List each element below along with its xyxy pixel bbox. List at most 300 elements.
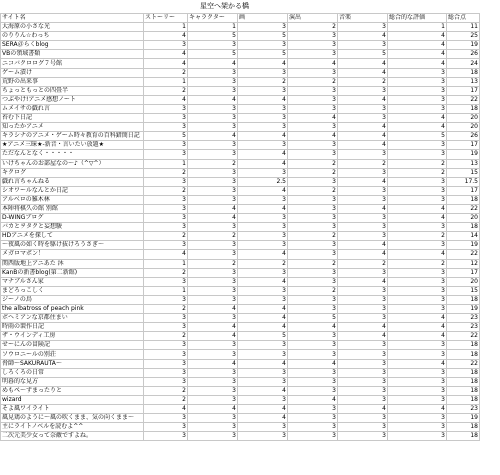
- score-cell[interactable]: 3: [338, 104, 388, 113]
- site-name-cell[interactable]: ★アニメ三昧★-新音・言いたい放題★: [1, 141, 144, 150]
- site-name-cell[interactable]: アルベロの雑木林: [1, 195, 144, 204]
- score-cell[interactable]: 3: [238, 350, 288, 359]
- score-cell[interactable]: 2: [144, 395, 188, 404]
- site-name-cell[interactable]: のりりん☆わっち: [1, 32, 144, 41]
- score-cell[interactable]: 2.5: [238, 177, 288, 186]
- score-cell[interactable]: 3: [388, 341, 447, 350]
- score-cell[interactable]: 3: [338, 414, 388, 423]
- score-cell[interactable]: 26: [447, 50, 480, 59]
- score-cell[interactable]: 17.5: [447, 177, 480, 186]
- site-name-cell[interactable]: キクログ: [1, 168, 144, 177]
- score-cell[interactable]: 4: [238, 95, 288, 104]
- score-cell[interactable]: 4: [388, 405, 447, 414]
- score-cell[interactable]: 3: [188, 141, 238, 150]
- score-cell[interactable]: 3: [338, 268, 388, 277]
- score-cell[interactable]: 18: [447, 423, 480, 432]
- score-cell[interactable]: 3: [144, 432, 188, 441]
- score-cell[interactable]: 11: [447, 23, 480, 32]
- score-cell[interactable]: 4: [388, 359, 447, 368]
- score-cell[interactable]: 3: [388, 395, 447, 404]
- score-cell[interactable]: 18: [447, 368, 480, 377]
- site-name-cell[interactable]: マナブルさん家: [1, 277, 144, 286]
- score-cell[interactable]: 5: [238, 32, 288, 41]
- score-cell[interactable]: 3: [388, 268, 447, 277]
- score-cell[interactable]: 3: [144, 195, 188, 204]
- site-name-cell[interactable]: ～夜風の如く時を駆け抜けろうさぎ～: [1, 241, 144, 250]
- score-cell[interactable]: 4: [238, 59, 288, 68]
- score-cell[interactable]: 3: [388, 368, 447, 377]
- score-cell[interactable]: 4: [238, 204, 288, 213]
- score-cell[interactable]: 3: [288, 250, 338, 259]
- score-cell[interactable]: 2: [338, 159, 388, 168]
- score-cell[interactable]: 4: [388, 50, 447, 59]
- score-cell[interactable]: 20: [447, 277, 480, 286]
- score-cell[interactable]: 4: [338, 204, 388, 213]
- site-name-cell[interactable]: ゲーム漬け: [1, 68, 144, 77]
- score-cell[interactable]: 22: [447, 204, 480, 213]
- score-cell[interactable]: 3: [144, 214, 188, 223]
- score-cell[interactable]: 3: [238, 86, 288, 95]
- score-cell[interactable]: 3: [188, 350, 238, 359]
- score-cell[interactable]: 3: [238, 223, 288, 232]
- score-cell[interactable]: 5: [144, 132, 188, 141]
- score-cell[interactable]: 3: [288, 204, 338, 213]
- score-cell[interactable]: 3: [388, 295, 447, 304]
- site-name-cell[interactable]: HDアニメを探して: [1, 232, 144, 241]
- score-cell[interactable]: 4: [238, 386, 288, 395]
- score-cell[interactable]: 3: [144, 341, 188, 350]
- score-cell[interactable]: 3: [188, 268, 238, 277]
- score-cell[interactable]: 4: [238, 314, 288, 323]
- score-cell[interactable]: 4: [288, 132, 338, 141]
- score-cell[interactable]: 3: [338, 86, 388, 95]
- score-cell[interactable]: 3: [338, 195, 388, 204]
- site-name-cell[interactable]: しろくろの日常: [1, 368, 144, 377]
- score-cell[interactable]: 3: [388, 177, 447, 186]
- score-cell[interactable]: 3: [238, 268, 288, 277]
- site-name-cell[interactable]: SERA＠らくblog: [1, 41, 144, 50]
- score-cell[interactable]: 3: [238, 295, 288, 304]
- score-cell[interactable]: 3: [388, 377, 447, 386]
- score-cell[interactable]: 1: [388, 23, 447, 32]
- score-cell[interactable]: 4: [188, 95, 238, 104]
- score-cell[interactable]: 3: [338, 214, 388, 223]
- score-cell[interactable]: 3: [388, 414, 447, 423]
- score-cell[interactable]: 2: [288, 232, 338, 241]
- score-cell[interactable]: 3: [238, 241, 288, 250]
- score-cell[interactable]: 3: [338, 168, 388, 177]
- score-cell[interactable]: 3: [288, 177, 338, 186]
- score-cell[interactable]: 2: [144, 332, 188, 341]
- score-cell[interactable]: 3: [144, 123, 188, 132]
- score-cell[interactable]: 3: [338, 386, 388, 395]
- score-cell[interactable]: 3: [188, 377, 238, 386]
- site-name-cell[interactable]: めもぺ～ずまったりと: [1, 386, 144, 395]
- score-cell[interactable]: 18: [447, 195, 480, 204]
- score-cell[interactable]: 5: [388, 132, 447, 141]
- score-cell[interactable]: 4: [188, 359, 238, 368]
- site-name-cell[interactable]: 荒野の出来事: [1, 77, 144, 86]
- score-cell[interactable]: 4: [238, 323, 288, 332]
- score-cell[interactable]: 4: [288, 114, 338, 123]
- column-header[interactable]: ストーリー: [144, 14, 188, 23]
- score-cell[interactable]: 2: [388, 168, 447, 177]
- score-cell[interactable]: 2: [288, 186, 338, 195]
- score-cell[interactable]: 2: [144, 268, 188, 277]
- score-cell[interactable]: 3: [144, 104, 188, 113]
- score-cell[interactable]: 3: [388, 305, 447, 314]
- site-name-cell[interactable]: ムメイサの戯れ言: [1, 104, 144, 113]
- score-cell[interactable]: 3: [188, 195, 238, 204]
- score-cell[interactable]: 17: [447, 141, 480, 150]
- score-cell[interactable]: 3: [288, 414, 338, 423]
- score-cell[interactable]: 3: [188, 77, 238, 86]
- score-cell[interactable]: 5: [238, 50, 288, 59]
- site-name-cell[interactable]: ジーノの鳥: [1, 295, 144, 304]
- score-cell[interactable]: 3: [338, 350, 388, 359]
- score-cell[interactable]: 3: [144, 350, 188, 359]
- score-cell[interactable]: 14: [447, 232, 480, 241]
- score-cell[interactable]: 3: [388, 86, 447, 95]
- score-cell[interactable]: 3: [144, 277, 188, 286]
- site-name-cell[interactable]: 大海原の小さな光: [1, 23, 144, 32]
- score-cell[interactable]: 4: [338, 32, 388, 41]
- score-cell[interactable]: 3: [188, 250, 238, 259]
- score-cell[interactable]: 3: [188, 368, 238, 377]
- score-cell[interactable]: 3: [338, 305, 388, 314]
- score-cell[interactable]: 3: [288, 223, 338, 232]
- score-cell[interactable]: 3: [338, 377, 388, 386]
- score-cell[interactable]: 3: [144, 41, 188, 50]
- score-cell[interactable]: 3: [188, 277, 238, 286]
- score-cell[interactable]: 3: [188, 104, 238, 113]
- score-cell[interactable]: 1: [144, 77, 188, 86]
- score-cell[interactable]: 3: [338, 23, 388, 32]
- score-cell[interactable]: 23: [447, 314, 480, 323]
- score-cell[interactable]: 3: [388, 277, 447, 286]
- score-cell[interactable]: 22: [447, 250, 480, 259]
- score-cell[interactable]: 3: [288, 95, 338, 104]
- score-cell[interactable]: 4: [238, 186, 288, 195]
- score-cell[interactable]: 4: [388, 59, 447, 68]
- score-cell[interactable]: 3: [338, 186, 388, 195]
- site-name-cell[interactable]: VBの領域書類: [1, 50, 144, 59]
- score-cell[interactable]: 3: [288, 423, 338, 432]
- score-cell[interactable]: 3: [188, 168, 238, 177]
- score-cell[interactable]: 3: [144, 414, 188, 423]
- site-name-cell[interactable]: 脅師～SAKURAUTA～: [1, 359, 144, 368]
- site-name-cell[interactable]: ニコバクロログ７号館: [1, 59, 144, 68]
- score-cell[interactable]: 2: [288, 23, 338, 32]
- score-cell[interactable]: 3: [238, 368, 288, 377]
- score-cell[interactable]: 3: [388, 104, 447, 113]
- site-name-cell[interactable]: まどろっこしく: [1, 286, 144, 295]
- score-cell[interactable]: 3: [238, 123, 288, 132]
- column-header[interactable]: キャラクター: [188, 14, 238, 23]
- score-cell[interactable]: 2: [288, 159, 338, 168]
- site-name-cell[interactable]: いけちゃんのお部屋なの～♪（^▽^）: [1, 159, 144, 168]
- site-name-cell[interactable]: 主にライトノベルを読むよ^^: [1, 423, 144, 432]
- score-cell[interactable]: 3: [338, 295, 388, 304]
- score-cell[interactable]: 3: [238, 286, 288, 295]
- score-cell[interactable]: 15: [447, 286, 480, 295]
- score-cell[interactable]: 4: [238, 132, 288, 141]
- site-name-cell[interactable]: シオワールなんとか日記: [1, 186, 144, 195]
- score-cell[interactable]: 4: [338, 241, 388, 250]
- score-cell[interactable]: 4: [238, 277, 288, 286]
- score-cell[interactable]: 4: [188, 59, 238, 68]
- score-cell[interactable]: 4: [188, 323, 238, 332]
- score-cell[interactable]: 4: [288, 59, 338, 68]
- score-cell[interactable]: 13: [447, 77, 480, 86]
- score-cell[interactable]: 4: [238, 405, 288, 414]
- score-cell[interactable]: 3: [188, 114, 238, 123]
- score-cell[interactable]: 4: [288, 395, 338, 404]
- score-cell[interactable]: 3: [144, 114, 188, 123]
- score-cell[interactable]: 12: [447, 259, 480, 268]
- score-cell[interactable]: 3: [288, 241, 338, 250]
- score-cell[interactable]: 3: [388, 95, 447, 104]
- score-cell[interactable]: 4: [238, 250, 288, 259]
- score-cell[interactable]: 3: [238, 114, 288, 123]
- score-cell[interactable]: 3: [188, 386, 238, 395]
- score-cell[interactable]: 3: [388, 195, 447, 204]
- score-cell[interactable]: 3: [238, 395, 288, 404]
- site-name-cell[interactable]: つぶやけ!アニメ感想ノート: [1, 95, 144, 104]
- score-cell[interactable]: 4: [388, 214, 447, 223]
- score-cell[interactable]: 4: [188, 214, 238, 223]
- score-cell[interactable]: 3: [338, 341, 388, 350]
- score-cell[interactable]: 3: [188, 123, 238, 132]
- site-name-cell[interactable]: D-WINGブログ: [1, 214, 144, 223]
- score-cell[interactable]: 19: [447, 41, 480, 50]
- score-cell[interactable]: 3: [388, 68, 447, 77]
- score-cell[interactable]: 3: [188, 341, 238, 350]
- score-cell[interactable]: 3: [288, 305, 338, 314]
- site-name-cell[interactable]: 時雨の製作日記: [1, 323, 144, 332]
- score-cell[interactable]: 3: [388, 150, 447, 159]
- score-cell[interactable]: 3: [188, 150, 238, 159]
- score-cell[interactable]: 1: [144, 159, 188, 168]
- score-cell[interactable]: 3: [144, 359, 188, 368]
- score-cell[interactable]: 17: [447, 86, 480, 95]
- score-cell[interactable]: 4: [338, 250, 388, 259]
- score-cell[interactable]: 3: [338, 223, 388, 232]
- column-header[interactable]: 総合的な評価: [388, 14, 447, 23]
- score-cell[interactable]: 4: [188, 405, 238, 414]
- score-cell[interactable]: 4: [288, 323, 338, 332]
- score-cell[interactable]: 3: [288, 386, 338, 395]
- column-header[interactable]: 総合点: [447, 14, 480, 23]
- score-cell[interactable]: 18: [447, 68, 480, 77]
- score-cell[interactable]: 15: [447, 168, 480, 177]
- score-cell[interactable]: 3: [388, 386, 447, 395]
- score-cell[interactable]: 2: [338, 77, 388, 86]
- score-cell[interactable]: 4: [338, 277, 388, 286]
- site-name-cell[interactable]: そよ風ワイライト: [1, 405, 144, 414]
- score-cell[interactable]: 3: [238, 214, 288, 223]
- score-cell[interactable]: 3: [388, 77, 447, 86]
- score-cell[interactable]: 3: [388, 423, 447, 432]
- score-cell[interactable]: 2: [144, 305, 188, 314]
- score-cell[interactable]: 3: [338, 423, 388, 432]
- score-cell[interactable]: 3: [238, 232, 288, 241]
- score-cell[interactable]: 2: [288, 286, 338, 295]
- score-cell[interactable]: 2: [288, 77, 338, 86]
- score-cell[interactable]: 2: [144, 68, 188, 77]
- site-name-cell[interactable]: ボヘミアンな京都住まい: [1, 314, 144, 323]
- score-cell[interactable]: 22: [447, 359, 480, 368]
- score-cell[interactable]: 2: [388, 159, 447, 168]
- score-cell[interactable]: 3: [288, 332, 338, 341]
- site-name-cell[interactable]: ソウロニールの別荘: [1, 350, 144, 359]
- site-name-cell[interactable]: wizard: [1, 395, 144, 404]
- score-cell[interactable]: 20: [447, 123, 480, 132]
- score-cell[interactable]: 3: [388, 186, 447, 195]
- score-cell[interactable]: 4: [388, 323, 447, 332]
- score-cell[interactable]: 2: [288, 259, 338, 268]
- score-cell[interactable]: 20: [447, 214, 480, 223]
- score-cell[interactable]: 3: [288, 214, 338, 223]
- score-cell[interactable]: 18: [447, 377, 480, 386]
- score-cell[interactable]: 3: [288, 150, 338, 159]
- score-cell[interactable]: 3: [288, 195, 338, 204]
- score-cell[interactable]: 2: [388, 259, 447, 268]
- score-cell[interactable]: 3: [338, 314, 388, 323]
- score-cell[interactable]: 3: [188, 414, 238, 423]
- score-cell[interactable]: 3: [238, 141, 288, 150]
- score-cell[interactable]: 1: [144, 23, 188, 32]
- score-cell[interactable]: 4: [338, 123, 388, 132]
- score-cell[interactable]: 3: [288, 368, 338, 377]
- score-cell[interactable]: 3: [388, 141, 447, 150]
- score-cell[interactable]: 18: [447, 295, 480, 304]
- score-cell[interactable]: 3: [338, 232, 388, 241]
- score-cell[interactable]: 3: [338, 286, 388, 295]
- score-cell[interactable]: 25: [447, 32, 480, 41]
- score-cell[interactable]: 3: [144, 150, 188, 159]
- site-name-cell[interactable]: 関西版地上アニあた 沐: [1, 259, 144, 268]
- score-cell[interactable]: 17: [447, 268, 480, 277]
- score-cell[interactable]: 1: [144, 259, 188, 268]
- score-cell[interactable]: 4: [338, 68, 388, 77]
- score-cell[interactable]: 18: [447, 223, 480, 232]
- score-cell[interactable]: 22: [447, 332, 480, 341]
- score-cell[interactable]: 4: [338, 332, 388, 341]
- score-cell[interactable]: 24: [447, 59, 480, 68]
- score-cell[interactable]: 3: [388, 432, 447, 441]
- score-cell[interactable]: 3: [338, 359, 388, 368]
- site-name-cell[interactable]: 知ったかアニメ: [1, 123, 144, 132]
- score-cell[interactable]: 2: [144, 86, 188, 95]
- score-cell[interactable]: 3: [188, 41, 238, 50]
- score-cell[interactable]: 3: [288, 50, 338, 59]
- site-name-cell[interactable]: 本陣将棋久の館 別館: [1, 204, 144, 213]
- site-name-cell[interactable]: ちょっともっとの四畳半: [1, 86, 144, 95]
- site-name-cell[interactable]: バカとヲタクと妄想駿: [1, 223, 144, 232]
- score-cell[interactable]: 4: [338, 177, 388, 186]
- score-cell[interactable]: 3: [144, 323, 188, 332]
- score-cell[interactable]: 19: [447, 414, 480, 423]
- score-cell[interactable]: 4: [238, 159, 288, 168]
- score-cell[interactable]: 3: [144, 368, 188, 377]
- score-cell[interactable]: 3: [188, 86, 238, 95]
- score-cell[interactable]: 2: [188, 232, 238, 241]
- score-cell[interactable]: 3: [388, 350, 447, 359]
- score-cell[interactable]: 18: [447, 386, 480, 395]
- score-cell[interactable]: 3: [288, 104, 338, 113]
- score-cell[interactable]: 4: [144, 32, 188, 41]
- score-cell[interactable]: 3: [188, 186, 238, 195]
- score-cell[interactable]: 4: [144, 59, 188, 68]
- score-cell[interactable]: 3: [338, 41, 388, 50]
- score-cell[interactable]: 2: [338, 259, 388, 268]
- score-cell[interactable]: 3: [288, 123, 338, 132]
- score-cell[interactable]: 4: [338, 132, 388, 141]
- score-cell[interactable]: 3: [288, 86, 338, 95]
- site-name-cell[interactable]: 明暮的な見方: [1, 377, 144, 386]
- score-cell[interactable]: 2: [238, 77, 288, 86]
- score-cell[interactable]: 3: [388, 223, 447, 232]
- score-cell[interactable]: 3: [188, 395, 238, 404]
- score-cell[interactable]: 4: [338, 95, 388, 104]
- site-name-cell[interactable]: 戯れ言ちゃんねる: [1, 177, 144, 186]
- score-cell[interactable]: 3: [188, 314, 238, 323]
- score-cell[interactable]: 5: [188, 50, 238, 59]
- score-cell[interactable]: 3: [288, 295, 338, 304]
- score-cell[interactable]: 23: [447, 323, 480, 332]
- score-cell[interactable]: 4: [238, 150, 288, 159]
- score-cell[interactable]: 3: [188, 241, 238, 250]
- score-cell[interactable]: 2: [144, 186, 188, 195]
- column-header[interactable]: 演出: [288, 14, 338, 23]
- score-cell[interactable]: 3: [188, 68, 238, 77]
- score-cell[interactable]: 2: [288, 168, 338, 177]
- score-cell[interactable]: 3: [144, 223, 188, 232]
- score-cell[interactable]: 4: [144, 405, 188, 414]
- column-header[interactable]: 画: [238, 14, 288, 23]
- score-cell[interactable]: 4: [388, 32, 447, 41]
- site-name-cell[interactable]: せーにんの冒険記: [1, 341, 144, 350]
- score-cell[interactable]: 18: [447, 432, 480, 441]
- score-cell[interactable]: 4: [144, 95, 188, 104]
- score-cell[interactable]: 3: [188, 423, 238, 432]
- site-name-cell[interactable]: 風見鶏のように～風の吹くまま、気の向くまま～: [1, 414, 144, 423]
- score-cell[interactable]: 20: [447, 114, 480, 123]
- score-cell[interactable]: 2: [144, 386, 188, 395]
- score-cell[interactable]: 5: [288, 314, 338, 323]
- score-cell[interactable]: 4: [188, 332, 238, 341]
- score-cell[interactable]: 3: [144, 314, 188, 323]
- score-cell[interactable]: 3: [238, 23, 288, 32]
- site-name-cell[interactable]: ザ・ウインディ工房: [1, 332, 144, 341]
- score-cell[interactable]: 3: [288, 41, 338, 50]
- score-cell[interactable]: 22: [447, 95, 480, 104]
- site-name-cell[interactable]: KanBの新書blog(第二新館): [1, 268, 144, 277]
- score-cell[interactable]: 4: [238, 305, 288, 314]
- score-cell[interactable]: 4: [188, 305, 238, 314]
- score-cell[interactable]: 3: [238, 168, 288, 177]
- score-cell[interactable]: 3: [238, 377, 288, 386]
- score-cell[interactable]: 18: [447, 104, 480, 113]
- score-cell[interactable]: 17: [447, 186, 480, 195]
- score-cell[interactable]: 4: [188, 204, 238, 213]
- score-cell[interactable]: 3: [144, 177, 188, 186]
- score-cell[interactable]: 3: [288, 68, 338, 77]
- score-cell[interactable]: 3: [288, 405, 338, 414]
- score-cell[interactable]: 2: [144, 168, 188, 177]
- score-cell[interactable]: 2: [188, 259, 238, 268]
